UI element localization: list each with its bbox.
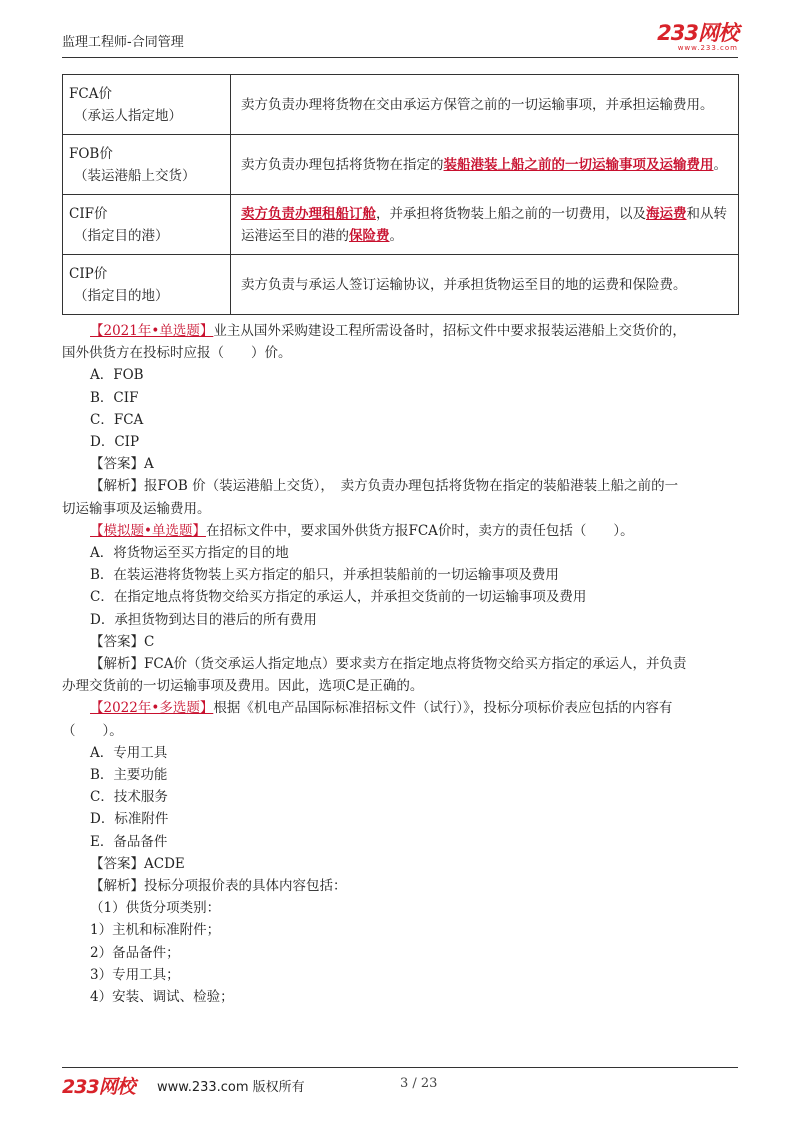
option: A．将货物运至买方指定的目的地: [90, 545, 289, 562]
stem-text: 业主从国外采购建设工程所需设备时，招标文件中要求报装运港船上交货价的，: [213, 323, 686, 339]
answer: 【答案】ACDE: [90, 855, 185, 872]
option: D．承担货物到达目的港后的所有费用: [90, 611, 317, 628]
option: D．标准附件: [90, 811, 169, 828]
option: C．FCA: [90, 411, 144, 428]
highlighted-text: 保险费: [349, 227, 390, 244]
term-name: CIF价: [69, 205, 108, 222]
question-stem: [62, 520, 742, 542]
option: B．CIF: [90, 389, 139, 406]
option: B．主要功能: [90, 767, 168, 784]
stem-text: 在招标文件中，要求国外供货方报FCA价时，卖方的责任包括（ ）。: [205, 522, 634, 539]
description-text: 和从转运港运至目的港的: [241, 205, 727, 244]
analysis: 【解析】报FOB 价（装运港船上交货）， 卖方负责办理包括将货物在指定的装船港装上船之前的一: [90, 478, 679, 495]
highlighted-text: 海运费: [646, 205, 687, 222]
table-row: [63, 135, 739, 195]
logo-url: www.233.com: [677, 44, 738, 52]
footer-divider: [62, 1067, 738, 1068]
term-name: FCA价: [69, 85, 112, 102]
option: C．技术服务: [90, 789, 168, 806]
description-text: 。: [389, 227, 403, 244]
analysis-item: 3）专用工具；: [90, 966, 180, 983]
price-terms-table: [62, 74, 739, 315]
question-stem-cont: 国外供货方在投标时应报（ ）价。: [62, 345, 292, 362]
analysis-cont: 办理交货前的一切运输事项及费用。因此，选项C是正确的。: [62, 678, 424, 695]
question-stem: [62, 320, 742, 342]
description-text: 卖方负责办理包括将货物在指定的: [241, 156, 444, 173]
term-cell: [63, 195, 231, 255]
analysis-item: （1）供货分项类别：: [90, 900, 221, 917]
description-cell: [231, 255, 739, 315]
analysis: 【解析】投标分项报价表的具体内容包括：: [90, 878, 347, 895]
copyright-text: www.233.com 版权所有: [157, 1080, 305, 1095]
description-text: 卖方负责与承运人签订运输协议，并承担货物运至目的地的运费和保险费。: [241, 276, 687, 293]
term-name: CIP价: [69, 265, 108, 282]
table-row: [63, 255, 739, 315]
brand-logo: [657, 22, 738, 52]
stem-text: 根据《机电产品国际标准招标文件（试行）》，投标分项标价表应包括的内容有: [213, 700, 673, 717]
table-row: [63, 195, 739, 255]
analysis: 【解析】FCA价（货交承运人指定地点）要求卖方在指定地点将货物交给买方指定的承运人，并负责: [90, 656, 687, 673]
description-text: 。: [713, 156, 727, 173]
description-cell: [231, 135, 739, 195]
question-tag: 【2021年•单选题】: [90, 323, 214, 339]
footer-logo: 233网校: [62, 1076, 135, 1098]
option: D．CIP: [90, 434, 140, 451]
option: A．专用工具: [90, 744, 168, 761]
analysis-item: 2）备品备件；: [90, 944, 180, 961]
term-location: （指定目的地）: [74, 287, 169, 304]
question-stem-cont: （ ）。: [62, 722, 123, 739]
document-title: 监理工程师-合同管理: [62, 35, 184, 50]
logo-text: 233网校: [657, 21, 738, 45]
option: C．在指定地点将货物交给买方指定的承运人，并承担交货前的一切运输事项及费用: [90, 589, 587, 606]
question-tag: 【模拟题•单选题】: [90, 522, 206, 539]
answer: 【答案】C: [90, 633, 155, 650]
term-cell: [63, 75, 231, 135]
header-divider: [62, 57, 738, 58]
term-location: （装运港船上交货）: [74, 167, 196, 184]
description-cell: [231, 75, 739, 135]
questions-section: [62, 320, 742, 1008]
question-tag: 【2022年•多选题】: [90, 700, 214, 717]
term-name: FOB价: [69, 145, 113, 162]
highlighted-text: 卖方负责办理租船订舱: [241, 205, 376, 222]
term-cell: [63, 135, 231, 195]
analysis-item: 1）主机和标准附件；: [90, 922, 221, 939]
term-location: （指定目的港）: [74, 227, 169, 244]
table-row: [63, 75, 739, 135]
option: E．备品备件: [90, 833, 168, 850]
option: B．在装运港将货物装上买方指定的船只，并承担装船前的一切运输事项及费用: [90, 567, 559, 584]
highlighted-text: 装船港装上船之前的一切运输事项及运输费用: [443, 156, 714, 173]
answer: 【答案】A: [90, 456, 154, 473]
description-text: ，并承担将货物装上船之前的一切费用，以及: [376, 205, 646, 222]
page-header: [62, 22, 738, 54]
analysis-cont: 切运输事项及运输费用。: [62, 500, 211, 517]
page-number: 3 / 23: [400, 1076, 438, 1091]
page-footer: [62, 1073, 738, 1097]
question-stem: [62, 697, 742, 719]
option: A．FOB: [90, 367, 144, 384]
analysis-item: 4）安装、调试、检验；: [90, 989, 234, 1006]
description-cell: [231, 195, 739, 255]
term-cell: [63, 255, 231, 315]
term-location: （承运人指定地）: [74, 107, 182, 124]
description-text: 卖方负责办理将货物在交由承运方保管之前的一切运输事项，并承担运输费用。: [241, 96, 714, 113]
